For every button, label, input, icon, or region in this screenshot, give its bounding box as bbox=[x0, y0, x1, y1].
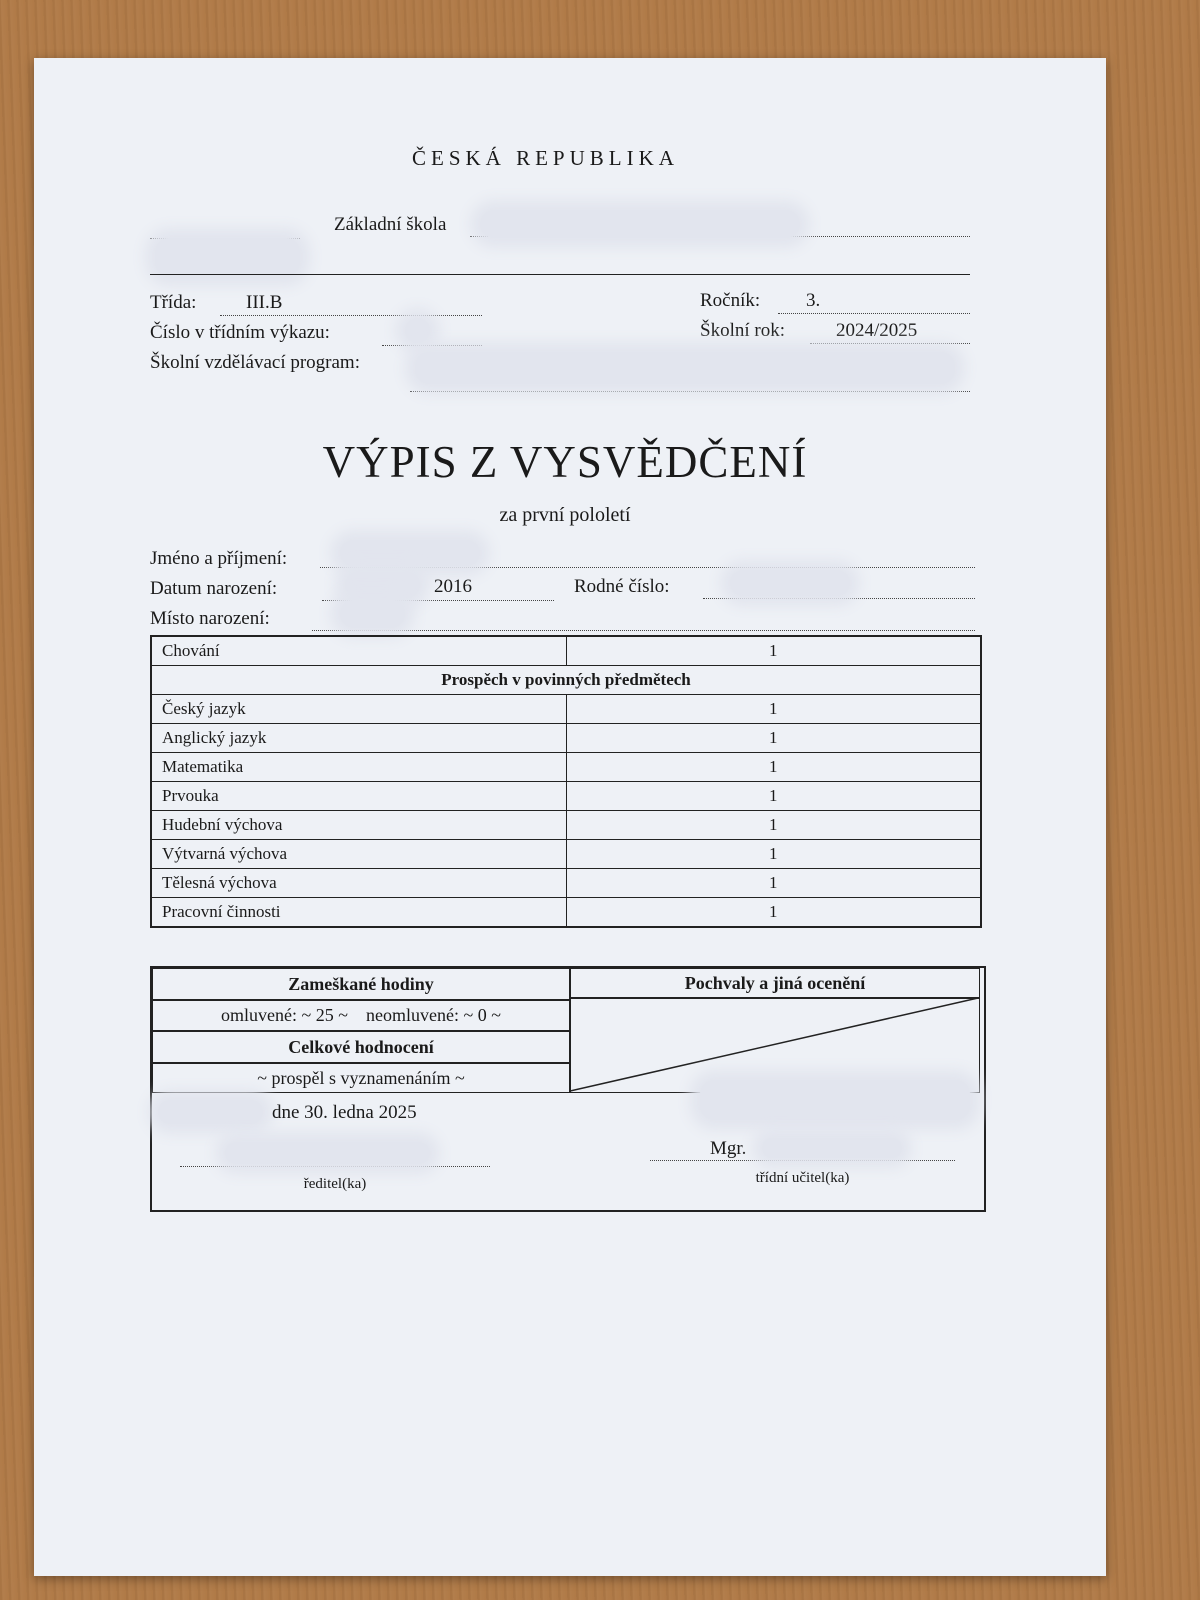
subject-name: Hudební výchova bbox=[151, 811, 566, 840]
document-subtitle: za první pololetí bbox=[499, 504, 631, 526]
praise-strike-line bbox=[570, 998, 980, 1093]
praise-title-cell bbox=[570, 968, 980, 998]
rocnik-line bbox=[778, 313, 970, 314]
absence-values bbox=[153, 1005, 569, 1026]
teacher-signature-line bbox=[650, 1160, 955, 1161]
rocnik-label: Ročník: bbox=[700, 290, 761, 311]
issue-date: dne 30. ledna 2025 bbox=[272, 1102, 417, 1123]
excused-value: ~ 25 ~ bbox=[301, 1005, 348, 1025]
absence-title: Zameškané hodiny bbox=[288, 974, 434, 994]
redacted-place bbox=[340, 600, 405, 628]
table-row bbox=[151, 753, 981, 782]
table-row bbox=[151, 782, 981, 811]
redacted-school-name bbox=[480, 210, 800, 238]
place-label: Místo narození: bbox=[150, 608, 270, 629]
teacher-label: třídní učitel(ka) bbox=[755, 1170, 850, 1186]
overall-title: Celkové hodnocení bbox=[288, 1037, 434, 1057]
place-line bbox=[312, 630, 975, 631]
birth-year: 2016 bbox=[434, 576, 472, 597]
rok-value: 2024/2025 bbox=[836, 320, 918, 341]
trida-line bbox=[220, 315, 482, 316]
subject-grade: 1 bbox=[566, 782, 981, 811]
table-row bbox=[151, 898, 981, 928]
subject-name: Výtvarná výchova bbox=[151, 840, 566, 869]
absence-title-cell bbox=[152, 968, 570, 1000]
behavior-label: Chování bbox=[151, 636, 566, 666]
redacted-stamp bbox=[700, 1080, 970, 1120]
table-row bbox=[151, 869, 981, 898]
unexcused-value: ~ 0 ~ bbox=[463, 1005, 501, 1025]
cislo-label: Číslo v třídním výkazu: bbox=[150, 322, 330, 343]
redacted-teacher-name bbox=[762, 1138, 902, 1158]
subject-grade: 1 bbox=[566, 811, 981, 840]
subject-name: Pracovní činnosti bbox=[151, 898, 566, 928]
rodne-cislo-label: Rodné číslo: bbox=[574, 576, 670, 597]
school-label: Základní škola bbox=[334, 214, 447, 235]
rok-line bbox=[810, 343, 970, 344]
praise-content-cell bbox=[570, 998, 980, 1093]
rok-label: Školní rok: bbox=[700, 320, 785, 341]
table-row bbox=[151, 724, 981, 753]
redacted-birth-date bbox=[345, 572, 420, 598]
behavior-grade: 1 bbox=[566, 636, 981, 666]
subject-name: Anglický jazyk bbox=[151, 724, 566, 753]
grades-table bbox=[150, 635, 982, 928]
redacted-name bbox=[340, 540, 480, 566]
subject-name: Český jazyk bbox=[151, 695, 566, 724]
redacted-rodne-cislo bbox=[730, 570, 850, 596]
name-line bbox=[320, 567, 975, 568]
overall-value: ~ prospěl s vyznamenáním ~ bbox=[257, 1068, 465, 1088]
rodne-cislo-line bbox=[703, 598, 975, 599]
program-line bbox=[410, 391, 970, 392]
subject-name: Matematika bbox=[151, 753, 566, 782]
overall-title-cell bbox=[152, 1031, 570, 1063]
header-rule bbox=[150, 274, 970, 275]
redacted-director-name bbox=[225, 1142, 430, 1164]
table-row bbox=[151, 811, 981, 840]
rocnik-value: 3. bbox=[806, 290, 821, 311]
program-label: Školní vzdělávací program: bbox=[150, 352, 360, 373]
trida-label: Třída: bbox=[150, 292, 197, 313]
subject-name: Tělesná výchova bbox=[151, 869, 566, 898]
subject-grade: 1 bbox=[566, 840, 981, 869]
absence-values-cell bbox=[152, 1000, 570, 1031]
unexcused-label: neomluvené: bbox=[366, 1005, 459, 1025]
birth-label: Datum narození: bbox=[150, 578, 278, 599]
subject-name: Prvouka bbox=[151, 782, 566, 811]
redacted-place-of-issue bbox=[158, 1100, 263, 1124]
table-row bbox=[151, 636, 981, 666]
redacted-program bbox=[415, 352, 955, 384]
country-heading: ČESKÁ REPUBLIKA bbox=[412, 146, 679, 170]
redacted-school-address bbox=[155, 238, 300, 276]
subject-grade: 1 bbox=[566, 898, 981, 928]
table-section-row bbox=[151, 666, 981, 695]
document-title: VÝPIS Z VYSVĚDČENÍ bbox=[322, 437, 808, 487]
overall-value-cell bbox=[152, 1063, 570, 1093]
subject-grade: 1 bbox=[566, 869, 981, 898]
director-label: ředitel(ka) bbox=[303, 1176, 367, 1192]
teacher-prefix: Mgr. bbox=[710, 1138, 747, 1159]
table-row bbox=[151, 695, 981, 724]
table-row bbox=[151, 840, 981, 869]
excused-label: omluvené: bbox=[221, 1005, 298, 1025]
subject-grade: 1 bbox=[566, 695, 981, 724]
subject-grade: 1 bbox=[566, 753, 981, 782]
redacted-cislo bbox=[405, 318, 430, 343]
grades-section-title: Prospěch v povinných předmětech bbox=[151, 666, 981, 695]
subject-grade: 1 bbox=[566, 724, 981, 753]
trida-value: III.B bbox=[246, 292, 283, 313]
director-signature-line bbox=[180, 1166, 490, 1167]
praise-title: Pochvaly a jiná ocenění bbox=[684, 973, 866, 993]
cislo-line bbox=[382, 345, 482, 346]
name-label: Jméno a příjmení: bbox=[150, 548, 288, 569]
